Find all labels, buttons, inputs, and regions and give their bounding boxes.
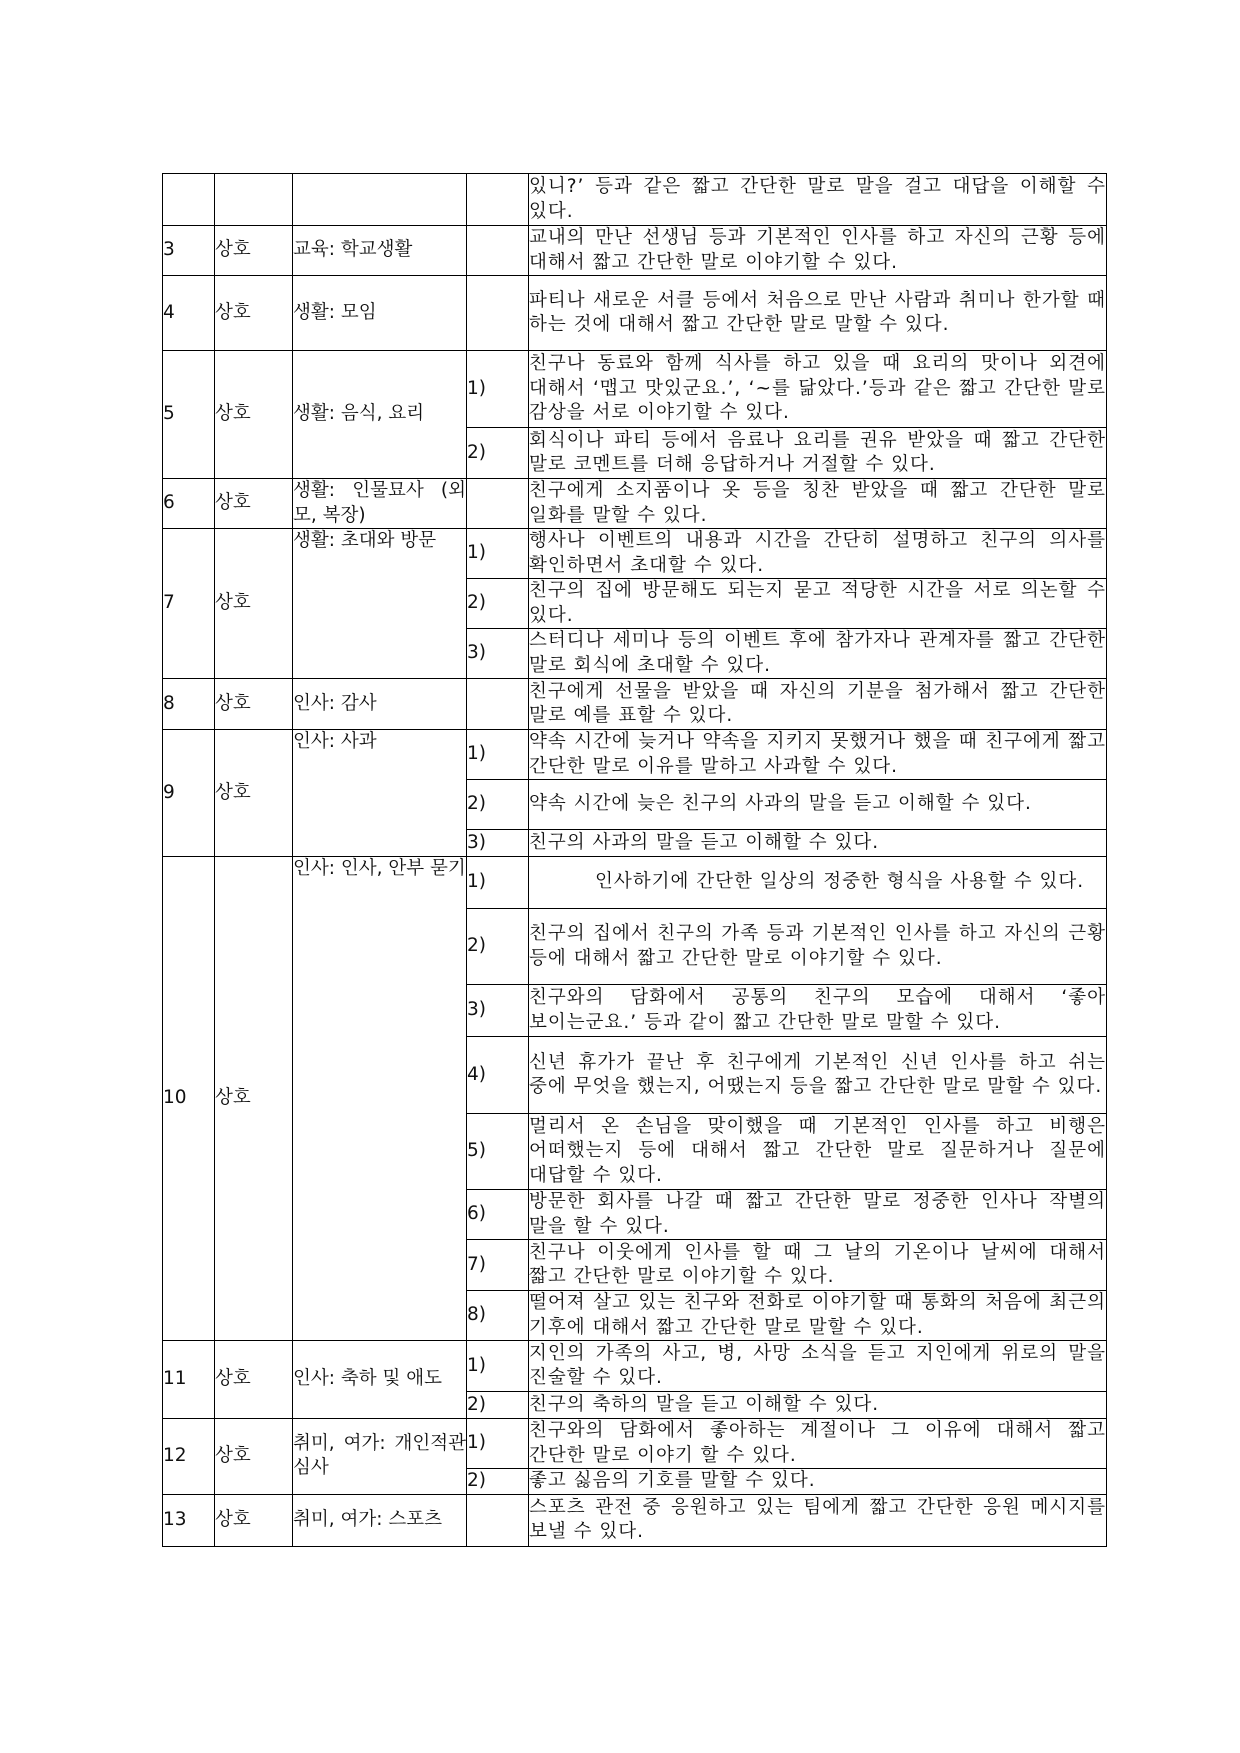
sub-number-cell: 1) bbox=[467, 351, 529, 428]
row-number-cell: 7 bbox=[163, 529, 215, 679]
sub-number-cell: 1) bbox=[467, 730, 529, 780]
sub-number-cell bbox=[467, 174, 529, 226]
table-row bbox=[163, 730, 1107, 780]
topic-cell: 생활: 초대와 방문 bbox=[293, 529, 467, 679]
type-cell: 상호 bbox=[215, 276, 293, 351]
table-row bbox=[163, 351, 1107, 428]
description-cell: 행사나 이벤트의 내용과 시간을 간단히 설명하고 친구의 의사를 확인하면서 초대할 수 있다. bbox=[529, 529, 1107, 579]
sub-number-cell: 8) bbox=[467, 1291, 529, 1341]
topic-cell: 생활: 모임 bbox=[293, 276, 467, 351]
row-number-cell: 10 bbox=[163, 857, 215, 1341]
table-row bbox=[163, 1419, 1107, 1469]
row-number-cell: 8 bbox=[163, 679, 215, 730]
type-cell: 상호 bbox=[215, 679, 293, 730]
description-cell: 친구나 동료와 함께 식사를 하고 있을 때 요리의 맛이나 외견에 대해서 ‘맵고 맛있군요.’, ‘~를 닮았다.’등과 같은 짧고 간단한 말로 감상을 서로 이야기할 수 있다. bbox=[529, 351, 1107, 428]
type-cell: 상호 bbox=[215, 730, 293, 857]
description-cell: 멀리서 온 손님을 맞이했을 때 기본적인 인사를 하고 비행은 어떠했는지 등에 대해서 짧고 간단한 말로 질문하거나 질문에 대답할 수 있다. bbox=[529, 1114, 1107, 1190]
description-cell: 교내의 만난 선생님 등과 기본적인 인사를 하고 자신의 근황 등에 대해서 짧고 간단한 말로 이야기할 수 있다. bbox=[529, 226, 1107, 276]
row-number-cell: 13 bbox=[163, 1494, 215, 1546]
type-cell: 상호 bbox=[215, 351, 293, 479]
competency-table bbox=[162, 173, 1107, 1547]
sub-number-cell: 3) bbox=[467, 830, 529, 857]
description-cell: 파티나 새로운 서클 등에서 처음으로 만난 사람과 취미나 한가할 때 하는 것에 대해서 짧고 간단한 말로 말할 수 있다. bbox=[529, 276, 1107, 351]
sub-number-cell: 2) bbox=[467, 428, 529, 479]
type-cell: 상호 bbox=[215, 857, 293, 1341]
row-number-cell: 5 bbox=[163, 351, 215, 479]
description-cell: 방문한 회사를 나갈 때 짧고 간단한 말로 정중한 인사나 작별의 말을 할 수 있다. bbox=[529, 1190, 1107, 1240]
row-number-cell: 6 bbox=[163, 479, 215, 529]
sub-number-cell: 2) bbox=[467, 1392, 529, 1419]
description-cell: 회식이나 파티 등에서 음료나 요리를 권유 받았을 때 짧고 간단한 말로 코멘트를 더해 응답하거나 거절할 수 있다. bbox=[529, 428, 1107, 479]
row-number-cell: 9 bbox=[163, 730, 215, 857]
table-row bbox=[163, 174, 1107, 226]
topic-cell: 인사: 사과 bbox=[293, 730, 467, 857]
description-cell: 친구의 사과의 말을 듣고 이해할 수 있다. bbox=[529, 830, 1107, 857]
sub-number-cell: 1) bbox=[467, 529, 529, 579]
description-cell: 약속 시간에 늦은 친구의 사과의 말을 듣고 이해할 수 있다. bbox=[529, 780, 1107, 830]
sub-number-cell: 5) bbox=[467, 1114, 529, 1190]
description-cell: 친구의 축하의 말을 듣고 이해할 수 있다. bbox=[529, 1392, 1107, 1419]
sub-number-cell: 3) bbox=[467, 985, 529, 1037]
description-cell: 친구와의 담화에서 공통의 친구의 모습에 대해서 ‘좋아 보이는군요.’ 등과 같이 짧고 간단한 말로 말할 수 있다. bbox=[529, 985, 1107, 1037]
description-cell: 떨어져 살고 있는 친구와 전화로 이야기할 때 통화의 처음에 최근의 기후에 대해서 짧고 간단한 말로 말할 수 있다. bbox=[529, 1291, 1107, 1341]
description-cell: 신년 휴가가 끝난 후 친구에게 기본적인 신년 인사를 하고 쉬는 중에 무엇을 했는지, 어땠는지 등을 짧고 간단한 말로 말할 수 있다. bbox=[529, 1037, 1107, 1114]
description-cell: 지인의 가족의 사고, 병, 사망 소식을 듣고 지인에게 위로의 말을 진술할 수 있다. bbox=[529, 1341, 1107, 1392]
sub-number-cell: 3) bbox=[467, 629, 529, 679]
sub-number-cell: 6) bbox=[467, 1190, 529, 1240]
type-cell: 상호 bbox=[215, 1341, 293, 1419]
row-number-cell: 11 bbox=[163, 1341, 215, 1419]
table-row bbox=[163, 679, 1107, 730]
description-cell: 스포츠 관전 중 응원하고 있는 팀에게 짧고 간단한 응원 메시지를 보낼 수 있다. bbox=[529, 1494, 1107, 1546]
sub-number-cell bbox=[467, 679, 529, 730]
topic-cell bbox=[293, 174, 467, 226]
sub-number-cell bbox=[467, 226, 529, 276]
type-cell: 상호 bbox=[215, 226, 293, 276]
description-cell: 약속 시간에 늦거나 약속을 지키지 못했거나 했을 때 친구에게 짧고 간단한 말로 이유를 말하고 사과할 수 있다. bbox=[529, 730, 1107, 780]
table-row bbox=[163, 1494, 1107, 1546]
type-cell bbox=[215, 174, 293, 226]
topic-cell: 생활: 인물묘사 (외모, 복장) bbox=[293, 479, 467, 529]
row-number-cell: 3 bbox=[163, 226, 215, 276]
sub-number-cell: 2) bbox=[467, 909, 529, 985]
row-number-cell bbox=[163, 174, 215, 226]
row-number-cell: 4 bbox=[163, 276, 215, 351]
description-cell: 친구와의 담화에서 좋아하는 계절이나 그 이유에 대해서 짧고 간단한 말로 이야기 할 수 있다. bbox=[529, 1419, 1107, 1469]
description-cell: 친구의 집에서 친구의 가족 등과 기본적인 인사를 하고 자신의 근황 등에 대해서 짧고 간단한 말로 이야기할 수 있다. bbox=[529, 909, 1107, 985]
description-cell: 스터디나 세미나 등의 이벤트 후에 참가자나 관계자를 짧고 간단한 말로 회식에 초대할 수 있다. bbox=[529, 629, 1107, 679]
table-row bbox=[163, 226, 1107, 276]
topic-cell: 인사: 축하 및 애도 bbox=[293, 1341, 467, 1419]
sub-number-cell: 2) bbox=[467, 579, 529, 629]
table-row bbox=[163, 479, 1107, 529]
description-cell: 있니?’ 등과 같은 짧고 간단한 말로 말을 걸고 대답을 이해할 수 있다. bbox=[529, 174, 1107, 226]
description-cell: 친구에게 소지품이나 옷 등을 칭찬 받았을 때 짧고 간단한 말로 일화를 말할 수 있다. bbox=[529, 479, 1107, 529]
type-cell: 상호 bbox=[215, 1494, 293, 1546]
description-cell: 친구에게 선물을 받았을 때 자신의 기분을 첨가해서 짧고 간단한 말로 예를 표할 수 있다. bbox=[529, 679, 1107, 730]
description-cell: 좋고 싫음의 기호를 말할 수 있다. bbox=[529, 1469, 1107, 1495]
row-number-cell: 12 bbox=[163, 1419, 215, 1495]
sub-number-cell: 2) bbox=[467, 780, 529, 830]
type-cell: 상호 bbox=[215, 479, 293, 529]
sub-number-cell bbox=[467, 479, 529, 529]
type-cell: 상호 bbox=[215, 1419, 293, 1495]
type-cell: 상호 bbox=[215, 529, 293, 679]
sub-number-cell: 1) bbox=[467, 857, 529, 909]
topic-cell: 생활: 음식, 요리 bbox=[293, 351, 467, 479]
sub-number-cell: 4) bbox=[467, 1037, 529, 1114]
table-row bbox=[163, 276, 1107, 351]
table-row bbox=[163, 857, 1107, 909]
description-cell: 친구의 집에 방문해도 되는지 묻고 적당한 시간을 서로 의논할 수 있다. bbox=[529, 579, 1107, 629]
sub-number-cell: 7) bbox=[467, 1240, 529, 1291]
description-cell: 인사하기에 간단한 일상의 정중한 형식을 사용할 수 있다. bbox=[529, 857, 1107, 909]
sub-number-cell bbox=[467, 276, 529, 351]
sub-number-cell: 1) bbox=[467, 1419, 529, 1469]
table-row bbox=[163, 1341, 1107, 1392]
sub-number-cell: 2) bbox=[467, 1469, 529, 1495]
table-row bbox=[163, 529, 1107, 579]
sub-number-cell bbox=[467, 1494, 529, 1546]
topic-cell: 교육: 학교생활 bbox=[293, 226, 467, 276]
topic-cell: 인사: 감사 bbox=[293, 679, 467, 730]
topic-cell: 취미, 여가: 스포츠 bbox=[293, 1494, 467, 1546]
description-cell: 친구나 이웃에게 인사를 할 때 그 날의 기온이나 날씨에 대해서 짧고 간단한 말로 이야기할 수 있다. bbox=[529, 1240, 1107, 1291]
sub-number-cell: 1) bbox=[467, 1341, 529, 1392]
topic-cell: 취미, 여가: 개인적관심사 bbox=[293, 1419, 467, 1495]
topic-cell: 인사: 인사, 안부 묻기 bbox=[293, 857, 467, 1341]
